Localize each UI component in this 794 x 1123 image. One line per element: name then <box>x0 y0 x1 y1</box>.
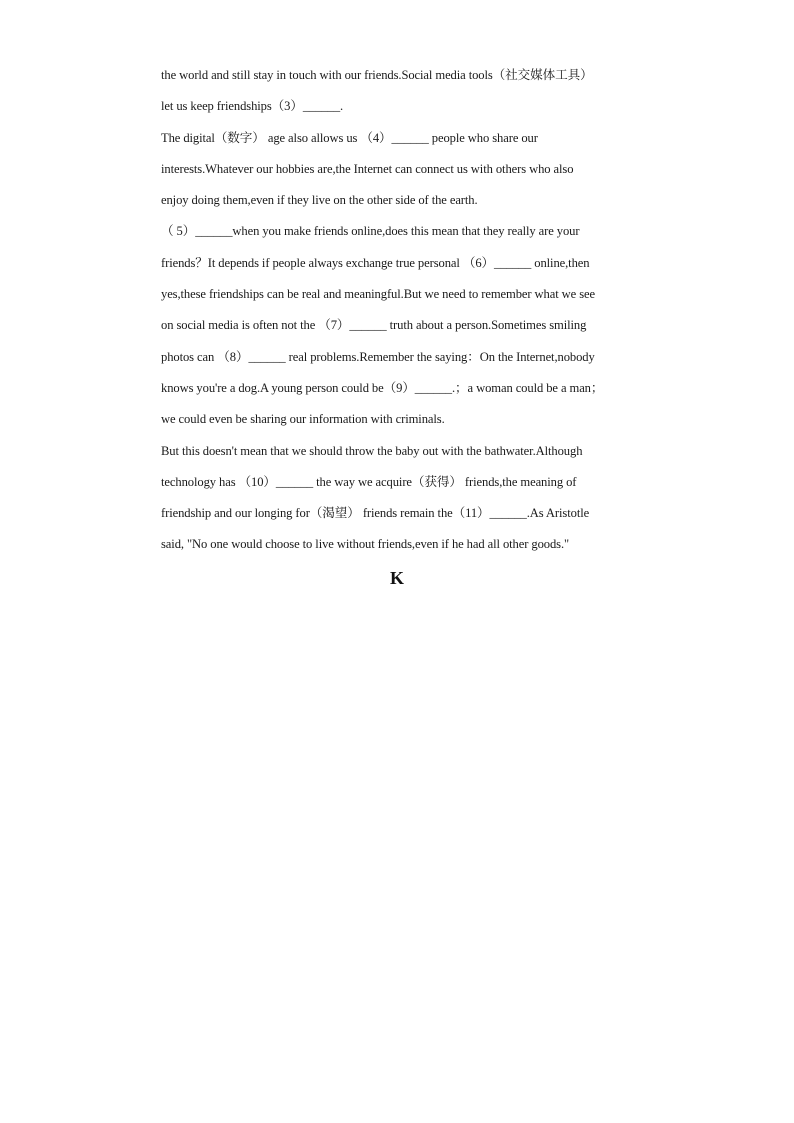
passage-line: knows you're a dog.A young person could be（9）______.；a woman could be a man； <box>161 380 604 395</box>
passage-line: （ 5）______when you make friends online,does this mean that they really are your <box>161 224 580 239</box>
passage-line: enjoy doing them,even if they live on the other side of the earth. <box>161 193 478 208</box>
passage-text <box>161 60 681 561</box>
passage-line: said, "No one would choose to live without friends,even if he had all other goods." <box>161 537 570 552</box>
passage-line: friends？It depends if people always exchange true personal （6）______ online,then <box>161 255 590 270</box>
passage-line: photos can （8）______ real problems.Remember the saying：On the Internet,nobody <box>161 349 595 364</box>
passage-line: friendship and our longing for（渴望） friends remain the（11）______.As Aristotle <box>161 506 590 521</box>
passage-line: technology has （10）______ the way we acquire（获得） friends,the meaning of <box>161 474 577 489</box>
passage-line: interests.Whatever our hobbies are,the Internet can connect us with others who also <box>161 161 574 176</box>
passage-line: the world and still stay in touch with our friends.Social media tools（社交媒体工具） <box>161 68 593 82</box>
footer-mark: K <box>389 568 404 588</box>
passage-line: let us keep friendships（3）______. <box>161 99 344 114</box>
passage-line: yes,these friendships can be real and meaningful.But we need to remember what we see <box>161 287 595 302</box>
passage-line: we could even be sharing our information with criminals. <box>161 412 445 427</box>
passage-line: on social media is often not the （7）______ truth about a person.Sometimes smiling <box>161 318 587 333</box>
passage-line: But this doesn't mean that we should throw the baby out with the bathwater.Although <box>161 443 583 458</box>
passage-line: The digital（数字） age also allows us （4）______ people who share our <box>161 130 538 145</box>
